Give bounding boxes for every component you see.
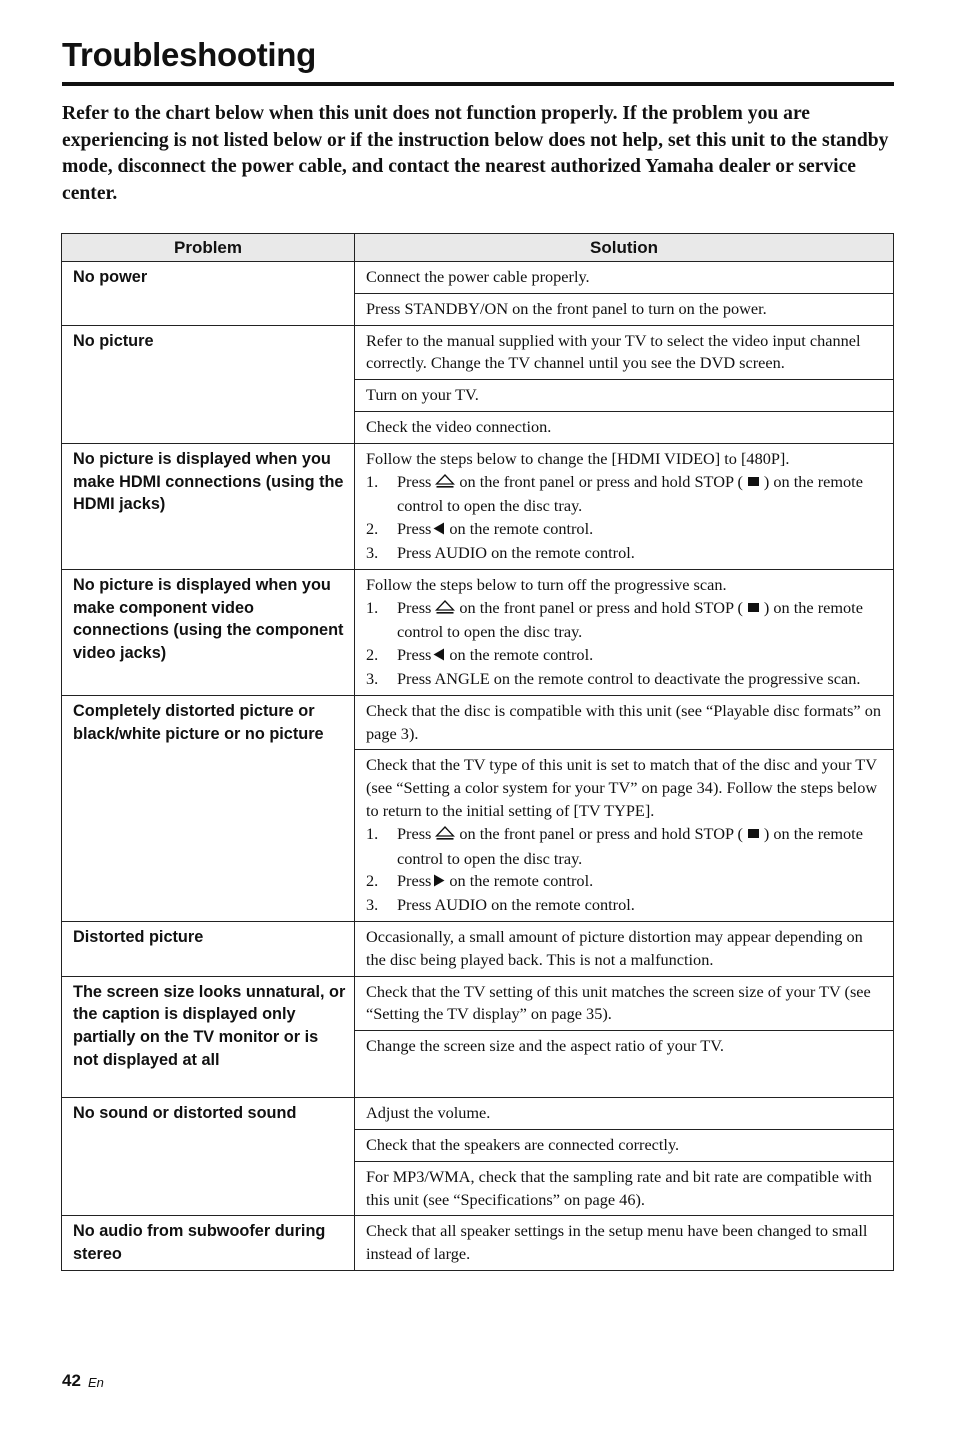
triangle-left-icon — [433, 519, 445, 542]
header-problem: Problem — [62, 234, 355, 262]
triangle-left-icon — [433, 645, 445, 668]
solution-cell: Occasionally, a small amount of picture distortion may appear depending on the disc being played back. This is not a malfunction. — [355, 921, 894, 976]
table-row — [62, 921, 894, 976]
solution-intro: Follow the steps below to turn off the progressive scan. — [366, 574, 727, 594]
table-row — [62, 262, 894, 294]
step-text: on the front panel or press and hold STOP ( — [459, 471, 743, 491]
problem-cell: Distorted picture — [62, 921, 355, 976]
page-number: 42 — [62, 1371, 81, 1390]
step-item — [366, 668, 885, 691]
step-text: ) on the remote control to open the disc tray. — [397, 597, 863, 642]
solution-cell: Turn on your TV. — [355, 380, 894, 412]
solution-cell: Adjust the volume. — [355, 1098, 894, 1130]
step-item — [366, 823, 885, 871]
step-item — [366, 894, 885, 917]
eject-icon — [435, 473, 455, 496]
solution-cell: Check that the disc is compatible with this unit (see “Playable disc formats” on page 3). — [355, 695, 894, 750]
step-number: 1. — [366, 597, 379, 617]
step-text: Press — [397, 871, 432, 891]
problem-cell: No picture is displayed when you make HDMI connections (using the HDMI jacks) — [62, 443, 355, 569]
steps-list — [366, 471, 885, 565]
step-text: Press — [397, 597, 432, 617]
step-item — [366, 597, 885, 645]
solution-cell: Change the screen size and the aspect ratio of your TV. — [355, 1031, 894, 1098]
solution-intro: Follow the steps below to change the [HDMI VIDEO] to [480P]. — [366, 448, 790, 468]
step-number: 3. — [366, 895, 379, 915]
solution-cell: Check that the TV setting of this unit matches the screen size of your TV (see “Setting the TV display” on page 35). — [355, 976, 894, 1031]
solution-cell: Connect the power cable properly. — [355, 262, 894, 294]
problem-cell: No picture — [62, 325, 355, 443]
step-item — [366, 542, 885, 565]
title-rule — [62, 82, 894, 86]
solution-cell: Check the video connection. — [355, 411, 894, 443]
problem-cell: No audio from subwoofer during stereo — [62, 1216, 355, 1271]
step-item — [366, 471, 885, 519]
table-row — [62, 325, 894, 380]
intro-paragraph: Refer to the chart below when this unit does not function properly. If the problem you are experiencing is not listed below or if the instruction below does not help, set this unit to the standby mode, disconnect the power cable, and contact the nearest authorized Yamaha dealer or service center. — [62, 103, 889, 204]
problem-cell: The screen size looks unnatural, or the caption is displayed only partially on the TV monitor or is not displayed at all — [62, 976, 355, 1098]
solution-cell: For MP3/WMA, check that the sampling rate and bit rate are compatible with this unit (see “Specifications” on page 46). — [355, 1161, 894, 1216]
step-text: ) on the remote control to open the disc tray. — [397, 471, 863, 516]
step-text: Press — [397, 471, 432, 491]
table-header-row — [62, 234, 894, 262]
problem-cell: No picture is displayed when you make component video connections (using the component video jacks) — [62, 569, 355, 695]
table-row — [62, 443, 894, 569]
step-item — [366, 644, 885, 668]
problem-cell: Completely distorted picture or black/white picture or no picture — [62, 695, 355, 921]
table-row — [62, 695, 894, 750]
page-language: En — [88, 1375, 104, 1390]
stop-icon — [748, 603, 759, 612]
step-number: 1. — [366, 823, 379, 843]
step-number: 2. — [366, 871, 379, 891]
table-row — [62, 569, 894, 695]
steps-list — [366, 597, 885, 691]
stop-icon — [748, 829, 759, 838]
step-text: Press AUDIO on the remote control. — [397, 542, 635, 562]
step-text: Press — [397, 823, 432, 843]
step-text: on the remote control. — [449, 519, 594, 539]
step-text: on the front panel or press and hold STOP ( — [459, 597, 743, 617]
solution-cell: Check that the speakers are connected correctly. — [355, 1129, 894, 1161]
eject-icon — [435, 599, 455, 622]
solution-cell: Press STANDBY/ON on the front panel to turn on the power. — [355, 293, 894, 325]
step-text: Press — [397, 645, 432, 665]
solution-intro: Check that the TV type of this unit is set to match that of the disc and your TV (see “Setting a color system for your TV” on page 34). Follow the steps below to return to the initial setting of [TV TYPE]. — [366, 755, 878, 820]
step-item — [366, 518, 885, 542]
solution-cell — [355, 750, 894, 922]
step-text: Press ANGLE on the remote control to deactivate the progressive scan. — [397, 668, 861, 688]
step-number: 3. — [366, 668, 379, 688]
table-row — [62, 1216, 894, 1271]
solution-cell — [355, 443, 894, 569]
step-text: Press — [397, 519, 432, 539]
troubleshooting-table — [61, 233, 894, 1271]
stop-icon — [748, 477, 759, 486]
table-row — [62, 1098, 894, 1130]
triangle-right-icon — [433, 871, 445, 894]
step-item — [366, 870, 885, 894]
step-text: on the front panel or press and hold STOP ( — [459, 823, 743, 843]
problem-cell: No sound or distorted sound — [62, 1098, 355, 1216]
step-number: 2. — [366, 519, 379, 539]
step-number: 3. — [366, 542, 379, 562]
table-row — [62, 976, 894, 1031]
problem-cell: No power — [62, 262, 355, 326]
solution-cell: Check that all speaker settings in the setup menu have been changed to small instead of large. — [355, 1216, 894, 1271]
step-text: on the remote control. — [449, 871, 594, 891]
step-number: 1. — [366, 471, 379, 491]
eject-icon — [435, 825, 455, 848]
step-text: Press AUDIO on the remote control. — [397, 895, 635, 915]
header-solution: Solution — [355, 234, 894, 262]
solution-cell: Refer to the manual supplied with your TV to select the video input channel correctly. Change the TV channel until you see the DVD screen. — [355, 325, 894, 380]
step-number: 2. — [366, 645, 379, 665]
step-text: ) on the remote control to open the disc tray. — [397, 823, 863, 868]
page-title: Troubleshooting — [62, 36, 316, 73]
steps-list — [366, 823, 885, 917]
step-text: on the remote control. — [449, 645, 594, 665]
solution-cell — [355, 569, 894, 695]
